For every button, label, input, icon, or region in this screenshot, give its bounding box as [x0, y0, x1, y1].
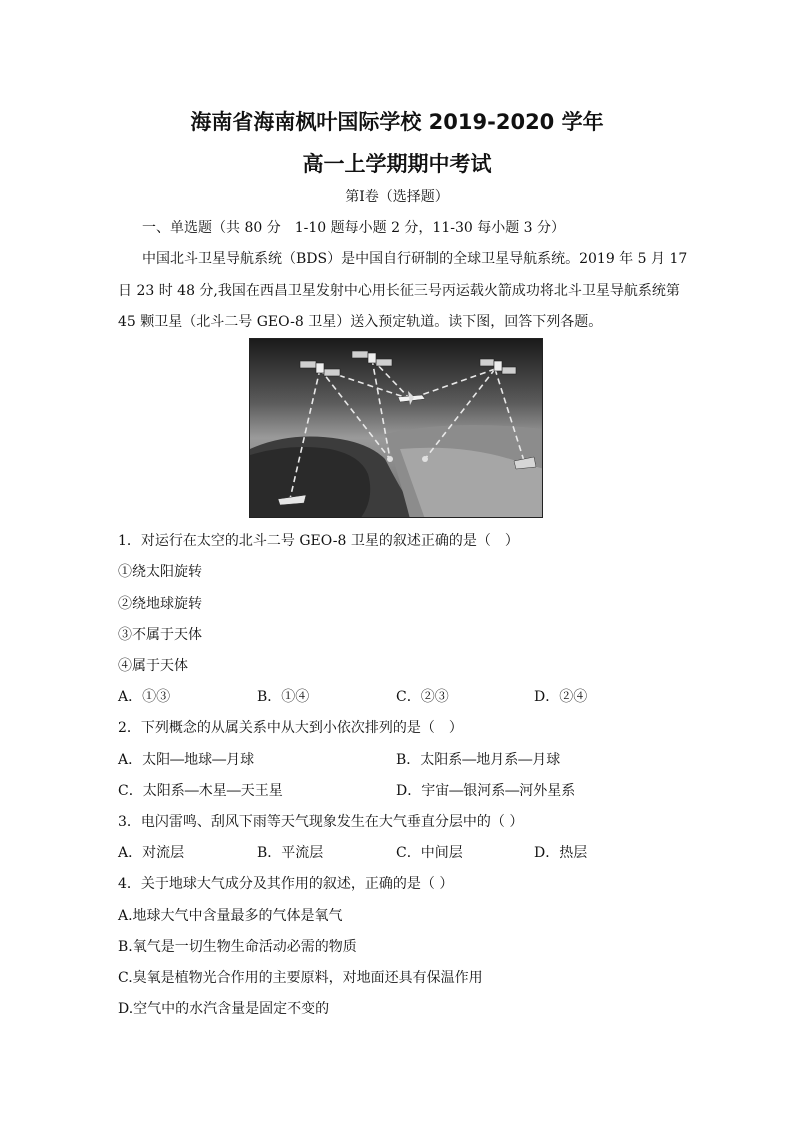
q1-stem: 1．对运行在太空的北斗二号 GEO-8 卫星的叙述正确的是（ ） [118, 533, 519, 549]
q2-option-a: A．太阳―地球―月球 [118, 752, 255, 768]
q4-option-b: B.氧气是一切生物生命活动必需的物质 [118, 939, 357, 955]
q4-option-a: A.地球大气中含量最多的气体是氧气 [118, 908, 343, 924]
q3-option-d: D．热层 [534, 845, 588, 861]
satellite-navigation-image [249, 338, 543, 518]
q3-stem: 3．电闪雷鸣、刮风下雨等天气现象发生在大气垂直分层中的（ ） [118, 814, 524, 830]
q1-option-a: A．①③ [118, 689, 171, 705]
q1-statement-4: ④属于天体 [118, 658, 188, 674]
q3-option-a: A．对流层 [118, 845, 185, 861]
q3-option-c: C．中间层 [396, 845, 463, 861]
passage-line-1: 中国北斗卫星导航系统（BDS）是中国自行研制的全球卫星导航系统。2019 年 5 月 17 [142, 251, 688, 267]
q1-statement-3: ③不属于天体 [118, 627, 202, 643]
q3-option-b: B．平流层 [257, 845, 324, 861]
section-heading: 一、单选题（共 80 分 1-10 题每小题 2 分，11-30 每小题 3 分） [142, 220, 566, 236]
q2-stem: 2．下列概念的从属关系中从大到小依次排列的是（ ） [118, 720, 463, 736]
q1-statement-1: ①绕太阳旋转 [118, 564, 202, 580]
exam-title-line2: 高一上学期期中考试 [302, 152, 492, 176]
q2-option-d: D．宇宙―银河系―河外星系 [396, 783, 576, 799]
q1-option-c: C．②③ [396, 689, 449, 705]
q4-option-c: C.臭氧是植物光合作用的主要原料，对地面还具有保温作用 [118, 970, 483, 986]
q4-stem: 4．关于地球大气成分及其作用的叙述，正确的是（ ） [118, 876, 454, 892]
q1-statement-2: ②绕地球旋转 [118, 596, 202, 612]
q4-option-d: D.空气中的水汽含量是固定不变的 [118, 1001, 330, 1017]
q2-option-b: B．太阳系―地月系―月球 [396, 752, 561, 768]
q2-option-c: C．太阳系―木星―天王星 [118, 783, 283, 799]
volume-label: 第Ⅰ卷（选择题） [345, 189, 449, 205]
passage-line-3: 45 颗卫星（北斗二号 GEO-8 卫星）送入预定轨道。读下图，回答下列各题。 [118, 314, 603, 330]
exam-title-line1: 海南省海南枫叶国际学校 2019-2020 学年 [190, 110, 604, 134]
q1-option-d: D．②④ [534, 689, 588, 705]
q1-option-b: B．①④ [257, 689, 310, 705]
passage-line-2: 日 23 时 48 分,我国在西昌卫星发射中心用长征三号丙运载火箭成功将北斗卫星导航系统第 [118, 283, 680, 299]
